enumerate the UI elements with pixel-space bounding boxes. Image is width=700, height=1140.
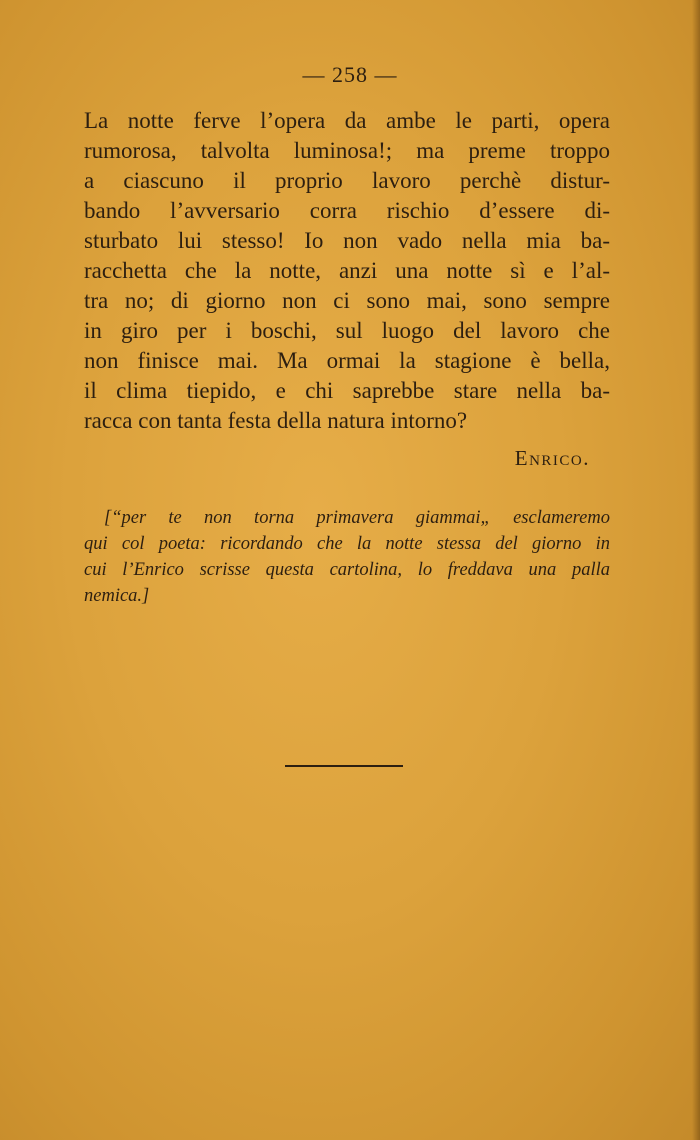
note-line: cui l’Enrico scrisse questa cartolina, lo freddava una palla	[84, 560, 610, 580]
body-line: racchetta che la notte, anzi una notte sì e l’al-	[84, 258, 610, 283]
note-line: nemica.]	[84, 586, 150, 606]
body-line: il clima tiepido, e chi saprebbe stare nella ba-	[84, 378, 610, 403]
note-line: qui col poeta: ricordando che la notte stessa del giorno in	[84, 534, 610, 554]
page-number: — 258 —	[302, 62, 398, 87]
page-edge-shadow	[692, 0, 700, 1140]
body-line: tra no; di giorno non ci sono mai, sono sempre	[84, 288, 610, 313]
signature: Enrico.	[514, 446, 590, 470]
closing-rule	[285, 765, 403, 767]
letter-body	[84, 106, 610, 436]
body-line: sturbato lui stesso! Io non vado nella mia ba-	[84, 228, 610, 253]
body-line: La notte ferve l’opera da ambe le parti, opera	[84, 108, 610, 133]
body-line: in giro per i boschi, sul luogo del lavoro che	[84, 318, 610, 343]
body-line: rumorosa, talvolta luminosa!; ma preme troppo	[84, 138, 610, 163]
body-line: racca con tanta festa della natura intorno?	[84, 408, 468, 433]
note-line: [“per te non torna primavera giammai„ esclameremo	[104, 508, 610, 528]
editorial-note	[84, 505, 610, 609]
body-line: a ciascuno il proprio lavoro perchè distur-	[84, 168, 610, 193]
body-line: bando l’avversario corra rischio d’essere di-	[84, 198, 610, 223]
body-line: non finisce mai. Ma ormai la stagione è bella,	[84, 348, 610, 373]
